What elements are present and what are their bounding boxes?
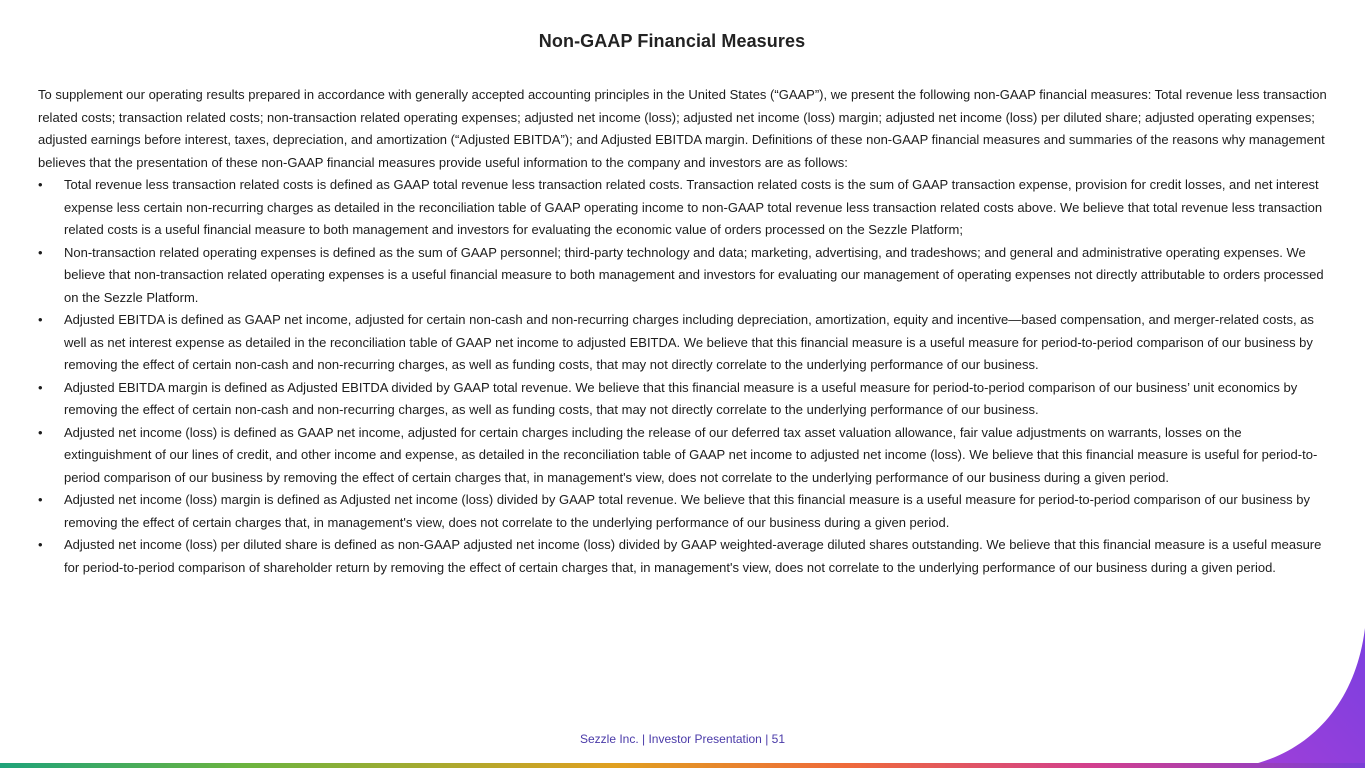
footer-text: Sezzle Inc. | Investor Presentation | 51	[579, 732, 785, 746]
bullet-icon: •	[38, 537, 43, 552]
list-item	[38, 534, 1328, 579]
bullet-icon: •	[38, 492, 43, 507]
list-item-text: Non-transaction related operating expenses is defined as the sum of GAAP personnel; third-party technology and data; marketing, advertising, and tradeshows; and general and administrative operating expenses. We believe that non-transaction related operating expenses is a useful financial measure to both management and investors for evaluating our management of operating expenses not directly attributable to orders processed on the Sezzle Platform.	[64, 244, 1324, 305]
bullet-icon: •	[38, 379, 43, 395]
bullet-icon: •	[38, 177, 43, 192]
definitions-list	[38, 174, 1328, 579]
intro-paragraph: To supplement our operating results prepared in accordance with generally accepted accounting principles in the United States (“GAAP”), we present the following non-GAAP financial measures: Total revenue less transaction related costs; transaction related costs; non-transaction related operating expenses; adjusted net income (loss); adjusted net income (loss) margin; adjusted net income (loss) per diluted share; adjusted operating expenses; adjusted earnings before interest, taxes, depreciation, and amortization (“Adjusted EBITDA”); and Adjusted EBITDA margin. Definitions of these non-GAAP financial measures and summaries of the reasons why management believes that the presentation of these non-GAAP financial measures provide useful information to the company and investors are as follows:	[38, 87, 1327, 170]
bullet-icon: •	[38, 424, 43, 440]
list-item-text: Total revenue less transaction related costs is defined as GAAP total revenue less transaction related costs. Transaction related costs is the sum of GAAP transaction expense, provision for credit losses, and net interest expense less certain non-recurring charges as detailed in the reconciliation table of GAAP operating income to non-GAAP total revenue less transaction related costs above. We believe that total revenue less transaction related costs is a useful financial measure to both management and investors for evaluating the economic value of orders processed on the Sezzle Platform;	[64, 177, 1323, 237]
list-item	[38, 174, 1328, 242]
list-item-text: Adjusted net income (loss) per diluted share is defined as non-GAAP adjusted net income (loss) divided by GAAP weighted-average diluted shares outstanding. We believe that this financial measure is a useful measure for period-to-period comparison of shareholder return by removing the effect of certain charges that, in management's view, does not correlate to the underlying performance of our business during a given period.	[64, 537, 1322, 575]
list-item	[38, 309, 1328, 377]
brand-gradient-bar	[0, 763, 1365, 768]
bullet-icon: •	[38, 312, 43, 327]
list-item-text: Adjusted EBITDA is defined as GAAP net income, adjusted for certain non-cash and non-recurring charges including depreciation, amortization, equity and incentive—based compensation, and merger-related costs, as well as net interest expense as detailed in the reconciliation table of GAAP net income to adjusted EBITDA. We believe that this financial measure is a useful measure for period-to-period comparison of our business by removing the effect of certain non-cash and non-recurring charges, as well as funding costs, that may not directly correlate to the underlying performance of our business.	[64, 312, 1314, 372]
list-item-text: Adjusted net income (loss) is defined as GAAP net income, adjusted for certain charges including the release of our deferred tax asset valuation allowance, fair value adjustments on warrants, losses on the extinguishment of our lines of credit, and other income and expense, as detailed in the reconciliation table of GAAP net income to adjusted net income (loss). We believe that this financial measure is useful for period-to-period comparison of our business by removing the effect of certain charges that, in management's view, does not correlate to the underlying performance of our business during a given period.	[64, 424, 1318, 485]
page-title: Non-GAAP Financial Measures	[538, 31, 806, 51]
list-item	[38, 377, 1328, 422]
list-item-text: Adjusted EBITDA margin is defined as Adjusted EBITDA divided by GAAP total revenue. We believe that this financial measure is a useful measure for period-to-period comparison of our business’ unit economics by removing the effect of certain non-cash and non-recurring charges, as well as funding costs, that may not directly correlate to the underlying performance of our business.	[64, 379, 1298, 417]
list-item	[38, 242, 1328, 310]
bullet-icon: •	[38, 244, 43, 260]
body-text	[38, 84, 1328, 579]
list-item-text: Adjusted net income (loss) margin is defined as Adjusted net income (loss) divided by GAAP total revenue. We believe that this financial measure is a useful measure for period-to-period comparison of our business by removing the effect of certain charges that, in management's view, does not correlate to the underlying performance of our business during a given period.	[64, 492, 1310, 530]
list-item	[38, 489, 1328, 534]
corner-decoration-icon	[1235, 628, 1365, 768]
list-item	[38, 422, 1328, 490]
